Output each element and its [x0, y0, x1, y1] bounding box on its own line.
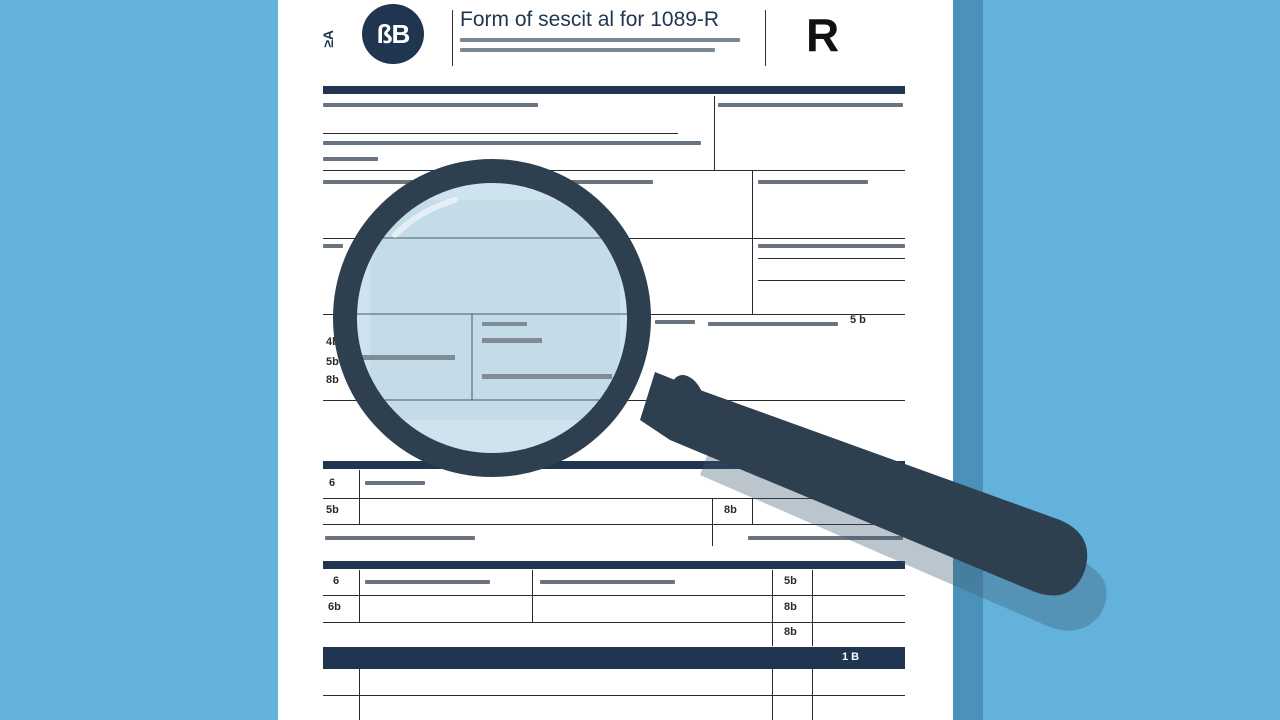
- row-code: 6: [329, 477, 336, 489]
- row-code: 6: [333, 575, 340, 587]
- side-mark: ≥A: [320, 30, 336, 48]
- row-code: 4b: [326, 336, 339, 348]
- form-emblem: ßB: [362, 4, 424, 64]
- band-code: 1 B: [842, 651, 860, 663]
- form-title: Form of sescit al for 1089-R: [460, 8, 720, 31]
- form-corner-letter: R: [806, 9, 840, 61]
- magnifier-handle: [640, 372, 1087, 596]
- row-code: 8b: [784, 626, 797, 638]
- row-code: 8b: [326, 374, 339, 386]
- row-code: 5b: [784, 575, 797, 587]
- row-code: 8b: [784, 601, 797, 613]
- row-code: 8b: [724, 504, 737, 516]
- row-code: 6b: [328, 601, 341, 613]
- row-code: 5b: [326, 356, 339, 368]
- field-code: 5 b: [850, 314, 866, 326]
- row-code: 5b: [326, 504, 339, 516]
